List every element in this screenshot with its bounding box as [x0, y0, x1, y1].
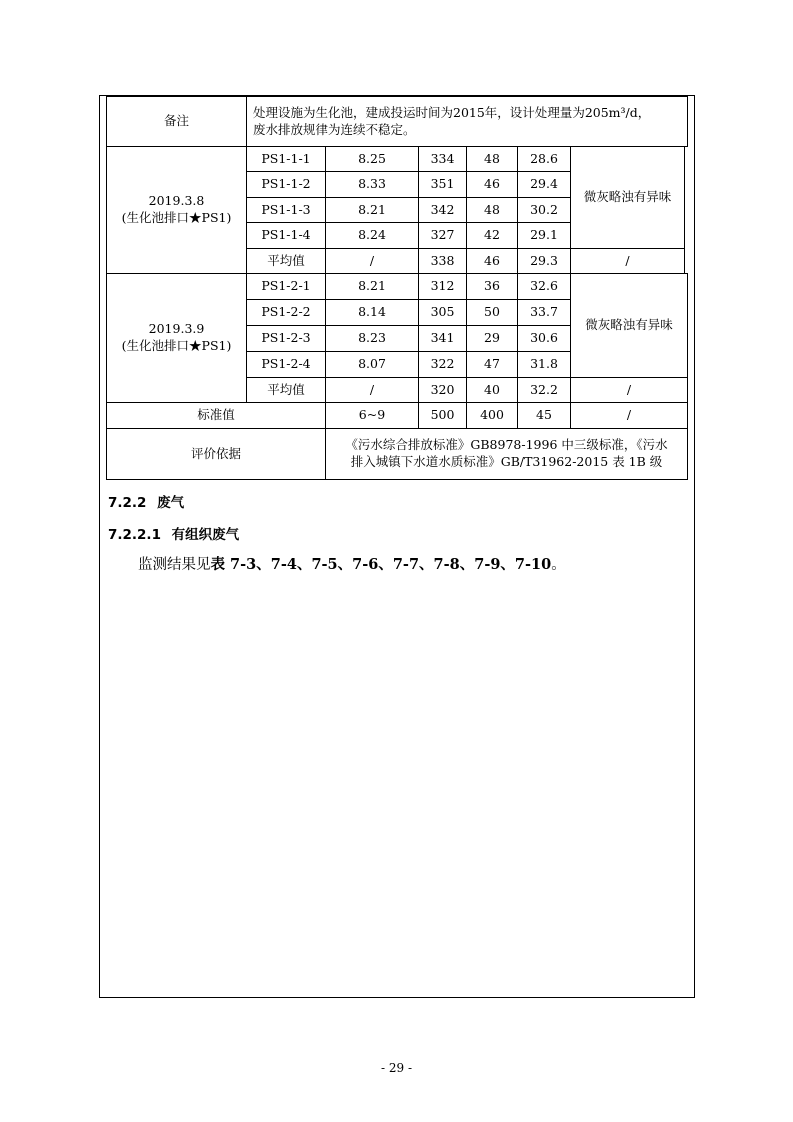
table-row-cell: 31.8 — [517, 351, 571, 378]
table-row-cell: 30.2 — [517, 197, 571, 223]
table-row-cell: PS1-1-1 — [246, 146, 326, 172]
table-row-cell: 30.6 — [517, 325, 571, 352]
group-1-location: (生化池排口★PS1) — [121, 210, 232, 225]
table-row-cell: 305 — [418, 299, 467, 326]
table-row-cell: 8.25 — [325, 146, 419, 172]
basis-line-1: 《污水综合排放标准》GB8978-1996 中三级标准，《污水 — [345, 437, 668, 453]
table-row-cell: PS1-2-2 — [246, 299, 326, 326]
standard-value: 6~9 — [325, 402, 419, 429]
monitoring-table-refs: 表 7-3、7-4、7-5、7-6、7-7、7-8、7-9、7-10 — [210, 556, 552, 573]
group-2-observation: 微灰略浊有异味 — [570, 273, 688, 378]
group-1-date-location — [106, 146, 247, 274]
group-2-average-label: 平均值 — [246, 377, 326, 403]
table-row-cell: 36 — [466, 273, 518, 300]
table-row-cell: 322 — [418, 351, 467, 378]
group-2-average-cell: 320 — [418, 377, 467, 403]
table-row-cell: 32.6 — [517, 273, 571, 300]
table-row-cell: 48 — [466, 197, 518, 223]
table-row-cell: 334 — [418, 146, 467, 172]
table-row-cell: PS1-2-1 — [246, 273, 326, 300]
table-row-cell: PS1-2-4 — [246, 351, 326, 378]
section-722-number: 7.2.2 — [108, 495, 147, 511]
table-row-cell: 8.21 — [325, 273, 419, 300]
standard-value: 45 — [517, 402, 571, 429]
table-row-cell: 29.1 — [517, 222, 571, 249]
group-2-average-cell: / — [570, 377, 688, 403]
monitoring-prefix: 监测结果见 — [138, 557, 211, 573]
group-2-date: 2019.3.9 — [148, 321, 205, 337]
table-row-cell: 50 — [466, 299, 518, 326]
group-1-observation: 微灰略浊有异味 — [570, 146, 685, 249]
group-1-average-cell: / — [325, 248, 419, 274]
table-row-cell: 8.07 — [325, 351, 419, 378]
basis-label: 评价依据 — [106, 428, 326, 480]
table-row-cell: 327 — [418, 222, 467, 249]
table-row-cell: 29 — [466, 325, 518, 352]
table-row-cell: 351 — [418, 171, 467, 198]
group-2-average-cell: / — [325, 377, 419, 403]
table-row-cell: 341 — [418, 325, 467, 352]
section-722-title: 废气 — [157, 495, 185, 511]
group-1-average-cell: / — [570, 248, 685, 274]
table-row-cell: 342 — [418, 197, 467, 223]
table-row-cell: PS1-1-3 — [246, 197, 326, 223]
table-row-cell: 312 — [418, 273, 467, 300]
table-row-cell: 8.33 — [325, 171, 419, 198]
standard-label: 标准值 — [106, 402, 326, 429]
monitoring-suffix: 。 — [551, 557, 566, 573]
group-1-average-cell: 46 — [466, 248, 518, 274]
table-row-cell: 28.6 — [517, 146, 571, 172]
table-row-cell: PS1-2-3 — [246, 325, 326, 352]
basis-text — [325, 428, 688, 480]
table-row-cell: 48 — [466, 146, 518, 172]
table-row-cell: 46 — [466, 171, 518, 198]
remark-line-1: 处理设施为生化池，建成投运时间为2015年，设计处理量为205m³/d， — [253, 104, 651, 120]
remark-line-2: 废水排放规律为连续不稳定。 — [253, 121, 416, 137]
group-2-location: (生化池排口★PS1) — [121, 338, 232, 353]
group-1-average-cell: 338 — [418, 248, 467, 274]
standard-value: 500 — [418, 402, 467, 429]
group-1-average-cell: 29.3 — [517, 248, 571, 274]
table-row-cell: 8.23 — [325, 325, 419, 352]
section-722-heading — [108, 491, 184, 511]
remark-text — [246, 96, 688, 147]
group-2-average-cell: 32.2 — [517, 377, 571, 403]
table-row-cell: 29.4 — [517, 171, 571, 198]
group-2-average-cell: 40 — [466, 377, 518, 403]
monitoring-results-paragraph — [138, 553, 566, 574]
table-row-cell: PS1-1-2 — [246, 171, 326, 198]
basis-line-2: 排入城镇下水道水质标准》GB/T31962-2015 表 1B 级 — [350, 454, 663, 469]
section-7221-title: 有组织废气 — [171, 527, 240, 543]
table-row-cell: 47 — [466, 351, 518, 378]
standard-value: / — [570, 402, 688, 429]
table-row-cell: 33.7 — [517, 299, 571, 326]
table-row-cell: PS1-1-4 — [246, 222, 326, 249]
section-7221-heading — [108, 523, 239, 543]
table-row-cell: 8.24 — [325, 222, 419, 249]
group-2-date-location — [106, 273, 247, 403]
section-7221-number: 7.2.2.1 — [108, 527, 161, 543]
group-1-average-label: 平均值 — [246, 248, 326, 274]
table-row-cell: 8.21 — [325, 197, 419, 223]
table-row-cell: 42 — [466, 222, 518, 249]
standard-value: 400 — [466, 402, 518, 429]
remark-label: 备注 — [106, 96, 247, 147]
group-1-date: 2019.3.8 — [148, 193, 205, 209]
table-row-cell: 8.14 — [325, 299, 419, 326]
page-number: - 29 - — [380, 1061, 412, 1075]
